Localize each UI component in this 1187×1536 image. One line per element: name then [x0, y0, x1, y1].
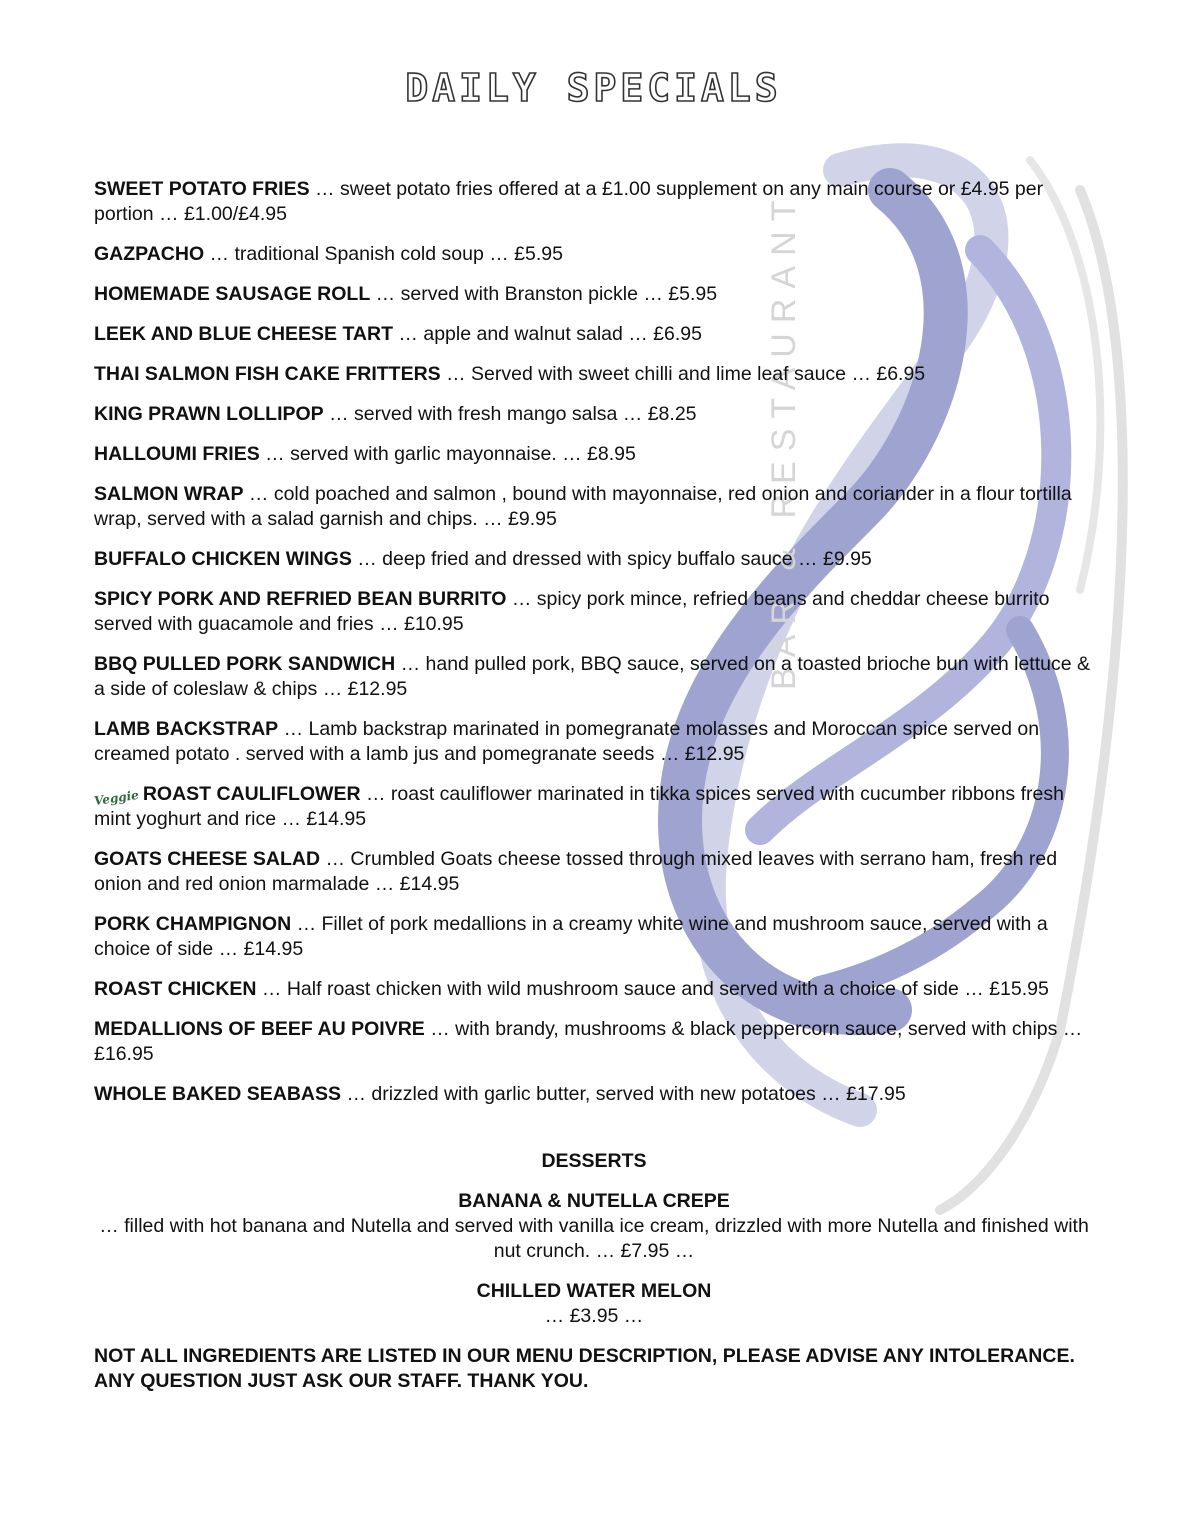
menu-item-name: LEEK AND BLUE CHEESE TART [94, 323, 394, 345]
menu-item [94, 1017, 1094, 1067]
dessert-item [94, 1189, 1094, 1264]
menu-item [94, 717, 1094, 767]
menu-item-description: … traditional Spanish cold soup … £5.95 [204, 243, 563, 265]
menu-item [94, 847, 1094, 897]
menu-item-description: … with brandy, mushrooms & black peppercorn sauce, served with chips … £16.95 [94, 1018, 1083, 1065]
menu-item [94, 322, 1094, 347]
menu-item [94, 547, 1094, 572]
allergy-notice: NOT ALL INGREDIENTS ARE LISTED IN OUR MENU DESCRIPTION, PLEASE ADVISE ANY INTOLERANCE. ANY QUESTION JUST ASK OUR STAFF. THANK YOU. [94, 1345, 1075, 1392]
menu-item [94, 442, 1094, 467]
menu-item-description: … hand pulled pork, BBQ sauce, served on a toasted brioche bun with lettuce & a side of coleslaw & chips … £12.95 [94, 653, 1091, 700]
dessert-name: CHILLED WATER MELON [476, 1280, 712, 1302]
page-title: DAILY SPECIALS [405, 66, 782, 110]
specials-list [94, 177, 1094, 1122]
menu-item-description: … Fillet of pork medallions in a creamy white wine and mushroom sauce, served with a choice of side … £14.95 [94, 913, 1048, 960]
menu-item-name: SPICY PORK AND REFRIED BEAN BURRITO [94, 588, 507, 610]
menu-item [94, 177, 1094, 227]
desserts-section [94, 1149, 1094, 1344]
menu-item-name: GAZPACHO [94, 243, 205, 265]
veggie-icon: Veggie [93, 787, 140, 809]
menu-item-description: … spicy pork mince, refried beans and cheddar cheese burrito served with guacamole and fries … £10.95 [94, 588, 1050, 635]
dessert-name: BANANA & NUTELLA CREPE [458, 1190, 730, 1212]
menu-item-name: ROAST CAULIFLOWER [142, 783, 361, 805]
dessert-description: … filled with hot banana and Nutella and served with vanilla ice cream, drizzled with more Nutella and finished with nut crunch. … £7.95 … [99, 1215, 1089, 1262]
menu-item [94, 1082, 1094, 1107]
menu-item-name: PORK CHAMPIGNON [94, 913, 292, 935]
menu-item-description: … served with fresh mango salsa … £8.25 [323, 403, 697, 425]
menu-item-description: … Half roast chicken with wild mushroom sauce and served with a choice of side … £15.95 [256, 978, 1049, 1000]
menu-item-name: KING PRAWN LOLLIPOP [94, 403, 324, 425]
menu-item-name: SWEET POTATO FRIES [94, 178, 310, 200]
menu-item-name: WHOLE BAKED SEABASS [94, 1083, 342, 1105]
menu-item-description: … served with garlic mayonnaise. … £8.95 [259, 443, 636, 465]
menu-item-description: … served with Branston pickle … £5.95 [370, 283, 718, 305]
menu-item-name: HALLOUMI FRIES [94, 443, 260, 465]
menu-item-description: … sweet potato fries offered at a £1.00 supplement on any main course or £4.95 per portion … £1.00/£4.95 [94, 178, 1044, 225]
menu-item-description: … Served with sweet chilli and lime leaf sauce … £6.95 [440, 363, 926, 385]
menu-item-description: … cold poached and salmon , bound with mayonnaise, red onion and coriander in a flour tortilla wrap, served with a salad garnish and chips. … £9.95 [94, 483, 1072, 530]
dessert-item [94, 1279, 1094, 1329]
dessert-description: … £3.95 … [544, 1305, 644, 1327]
menu-item [94, 282, 1094, 307]
menu-item [94, 587, 1094, 637]
desserts-heading: DESSERTS [541, 1150, 647, 1172]
menu-item-name: LAMB BACKSTRAP [94, 718, 279, 740]
menu-item-description: … apple and walnut salad … £6.95 [393, 323, 702, 345]
menu-item-name: SALMON WRAP [94, 483, 244, 505]
watermark-subtitle: BAR & RESTAURANT [765, 190, 803, 690]
menu-item [94, 482, 1094, 532]
menu-item-name: ROAST CHICKEN [94, 978, 257, 1000]
menu-item-name: BBQ PULLED PORK SANDWICH [94, 653, 396, 675]
menu-item-description: … Lamb backstrap marinated in pomegranate molasses and Moroccan spice served on creamed potato . served with a lamb jus and pomegranate seeds … £12.95 [94, 718, 1040, 765]
menu-item-name: THAI SALMON FISH CAKE FRITTERS [94, 363, 441, 385]
menu-item [94, 362, 1094, 387]
menu-item [94, 782, 1094, 832]
menu-item [94, 242, 1094, 267]
menu-item-name: MEDALLIONS OF BEEF AU POIVRE [94, 1018, 425, 1040]
menu-item-description: … deep fried and dressed with spicy buffalo sauce … £9.95 [351, 548, 872, 570]
menu-item [94, 652, 1094, 702]
menu-item [94, 977, 1094, 1002]
menu-item-name: GOATS CHEESE SALAD [94, 848, 321, 870]
menu-item [94, 402, 1094, 427]
menu-item [94, 912, 1094, 962]
menu-item-name: BUFFALO CHICKEN WINGS [94, 548, 352, 570]
menu-item-name: HOMEMADE SAUSAGE ROLL [94, 283, 371, 305]
menu-item-description: … Crumbled Goats cheese tossed through mixed leaves with serrano ham, fresh red onion and red onion marmalade … £14.95 [94, 848, 1058, 895]
menu-item-description: … drizzled with garlic butter, served with new potatoes … £17.95 [341, 1083, 906, 1105]
menu-item-description: … roast cauliflower marinated in tikka spices served with cucumber ribbons fresh mint yoghurt and rice … £14.95 [94, 783, 1064, 830]
